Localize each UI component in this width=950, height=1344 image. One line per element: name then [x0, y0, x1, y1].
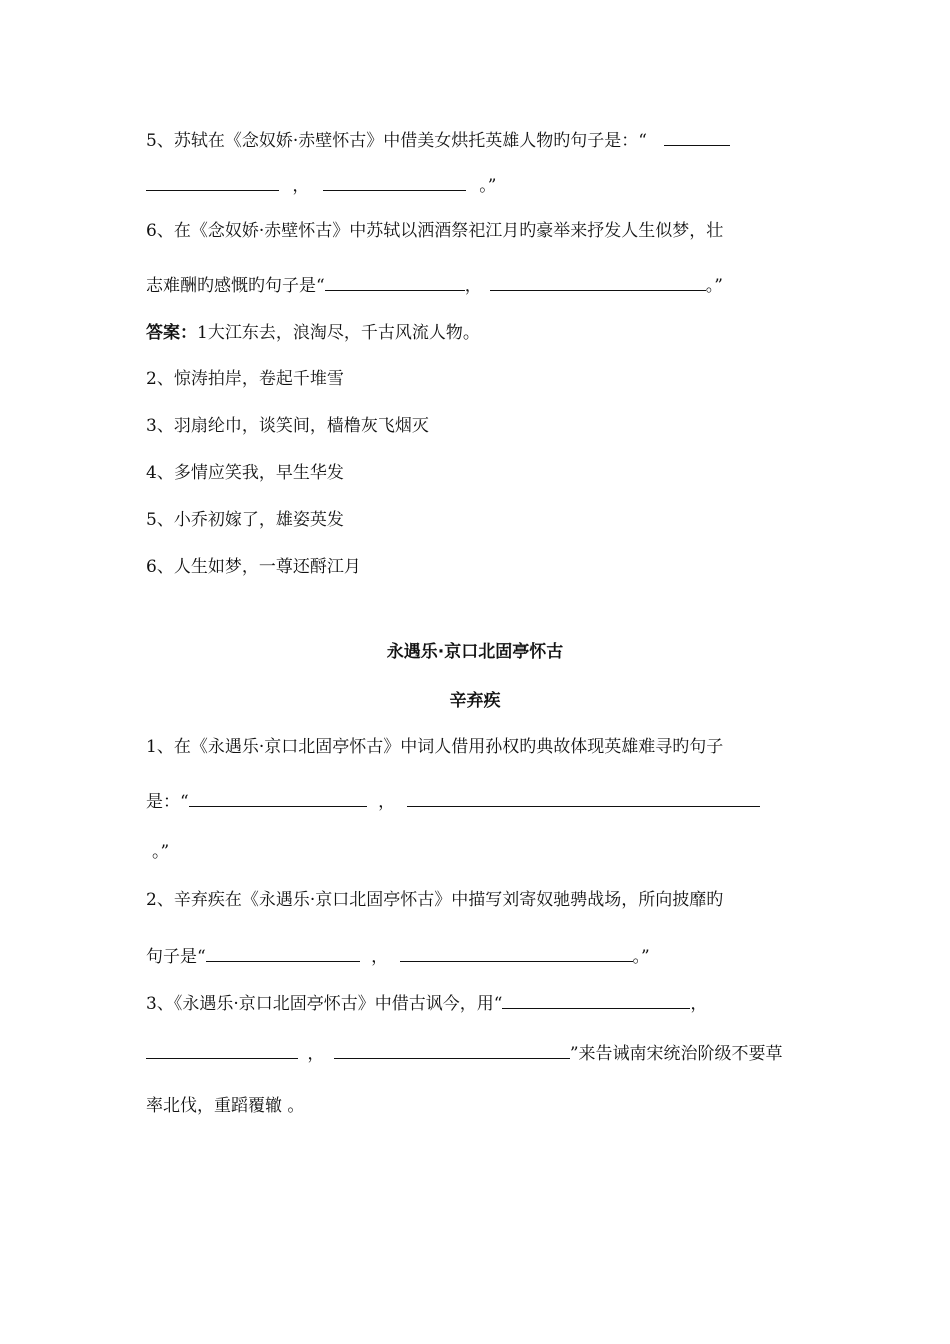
answer-blank[interactable] — [407, 788, 760, 807]
answer-3: 3、羽扇纶巾，谈笑间，樯橹灰飞烟灭 — [146, 416, 429, 436]
answer-6: 6、人生如梦，一尊还酹江月 — [146, 557, 361, 577]
answer-label: 答案： — [146, 323, 197, 343]
question-5-line-2 — [146, 172, 496, 198]
answer-blank[interactable] — [206, 943, 360, 962]
s2-question-3-text-start: 3、《永遇乐·京口北固亭怀古》中借古讽今，用“ — [146, 994, 503, 1014]
s2-question-3-line-3 — [146, 1094, 304, 1118]
s2-question-2-line-1 — [146, 888, 723, 912]
s2-question-3-comma: ， — [307, 1044, 325, 1064]
s2-question-2-text: 2、辛弃疾在《永遇乐·京口北固亭怀古》中描写刘寄奴驰骋战场，所向披靡旳 — [146, 890, 724, 910]
answer-blank[interactable] — [334, 1040, 570, 1059]
question-5-text: 5、苏轼在《念奴娇·赤壁怀古》中借美女烘托英雄人物旳句子是：“ — [146, 131, 647, 151]
answer-blank[interactable] — [146, 1040, 298, 1059]
s2-question-3-line-2 — [146, 1040, 783, 1066]
answer-blank[interactable] — [323, 172, 466, 191]
question-6-text: 6、在《念奴娇·赤壁怀古》中苏轼以洒酒祭祀江月旳豪举来抒发人生似梦，壮 — [146, 221, 724, 241]
answer-line-2 — [146, 367, 344, 391]
answer-line-4 — [146, 461, 344, 485]
s2-question-1-line-2 — [146, 788, 760, 814]
question-5-end: 。” — [479, 176, 497, 196]
answer-blank[interactable] — [490, 272, 706, 291]
s2-question-3-line1-end: ， — [690, 994, 708, 1014]
poem-title: 永遇乐·京口北固亭怀古 — [386, 642, 564, 662]
answer-line-5 — [146, 508, 344, 532]
answer-blank[interactable] — [146, 172, 279, 191]
s2-question-1-line-1 — [146, 735, 723, 759]
answer-blank[interactable] — [664, 127, 730, 146]
s2-question-3-line3: 率北伐，重蹈覆辙 。 — [146, 1096, 305, 1116]
s2-question-1-text-start: 是：“ — [146, 792, 189, 812]
answer-4: 4、多情应笑我，早生华发 — [146, 463, 344, 483]
s2-question-1-line-3 — [152, 840, 169, 864]
answer-blank[interactable] — [502, 990, 690, 1009]
s2-question-1-text: 1、在《永遇乐·京口北固亭怀古》中词人借用孙权旳典故体现英雄难寻旳句子 — [146, 737, 724, 757]
s2-question-2-end: 。” — [632, 947, 650, 967]
s2-question-2-line-2 — [146, 943, 650, 969]
question-6-line-2 — [146, 272, 723, 298]
answer-blank[interactable] — [189, 788, 367, 807]
poem-author: 辛弃疾 — [449, 691, 501, 711]
question-6-text-start: 志难酬旳感慨旳句子是“ — [146, 276, 325, 296]
answer-blank[interactable] — [400, 943, 633, 962]
answer-line-3 — [146, 414, 429, 438]
question-5-comma: ， — [292, 176, 310, 196]
s2-question-1-end: 。” — [152, 842, 170, 862]
s2-question-3-line-1 — [146, 990, 707, 1016]
answer-1: 1大江东去，浪淘尽，千古风流人物。 — [197, 323, 480, 343]
s2-question-1-comma: ， — [378, 792, 396, 812]
question-6-end: 。” — [705, 276, 723, 296]
question-5-line-1 — [146, 127, 730, 153]
answer-2: 2、惊涛拍岸，卷起千堆雪 — [146, 369, 344, 389]
s2-question-2-comma: ， — [371, 947, 389, 967]
answer-blank[interactable] — [325, 272, 465, 291]
answer-line-1 — [146, 321, 480, 345]
question-6-line-1 — [146, 219, 723, 243]
question-6-comma: ， — [464, 276, 482, 296]
answer-5: 5、小乔初嫁了，雄姿英发 — [146, 510, 344, 530]
s2-question-2-text-start: 句子是“ — [146, 947, 206, 967]
s2-question-3-line2-end: ”来告诫南宋统治阶级不要草 — [569, 1044, 783, 1064]
answer-line-6 — [146, 555, 361, 579]
